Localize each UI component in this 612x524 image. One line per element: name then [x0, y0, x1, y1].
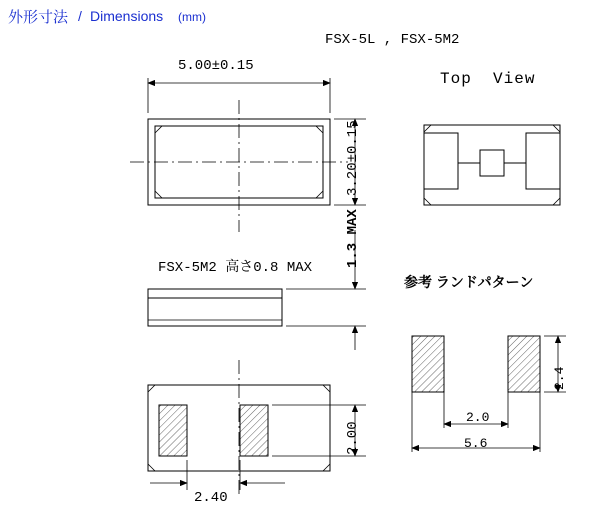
dim-pad-width-bottom: 2.40	[194, 490, 228, 506]
dim-line-height-right	[334, 119, 366, 205]
part-numbers-label: FSX-5L , FSX-5M2	[325, 32, 460, 48]
dim-height-right: 3.20±0.15	[345, 120, 361, 196]
dim-line-total-height	[286, 230, 366, 350]
dim-land-height: 2.4	[552, 366, 567, 390]
top-view-label: Top View	[440, 70, 536, 88]
side-view-slab	[148, 289, 282, 326]
dim-total-height: 1.3 MAX	[345, 209, 361, 268]
header-unit: (mm)	[178, 10, 206, 24]
pad-bottom-right	[240, 405, 268, 456]
dim-pad-height-bottom: 2.00	[345, 421, 361, 455]
land-pattern-drawing	[412, 336, 566, 452]
package-crystal-blank	[480, 150, 504, 176]
dim-land-gap: 2.0	[466, 410, 490, 425]
land-pad-right	[508, 336, 540, 392]
dim-line-pad-width	[150, 460, 285, 490]
dim-width-top: 5.00±0.15	[178, 58, 254, 74]
package-terminal-left	[424, 133, 458, 189]
top-view-package	[424, 125, 560, 205]
height-note-label: FSX-5M2 高さ0.8 MAX	[158, 260, 313, 276]
header-title-en: Dimensions	[90, 8, 164, 24]
dim-line-pad-height	[272, 405, 366, 456]
header-title-jp: 外形寸法	[8, 9, 69, 26]
land-pad-left	[412, 336, 444, 392]
dim-land-width: 5.6	[464, 436, 488, 451]
land-pattern-label: 参考 ランドパターン	[404, 274, 534, 290]
pad-bottom-left	[159, 405, 187, 456]
header-separator: /	[78, 8, 82, 24]
package-terminal-right	[526, 133, 560, 189]
